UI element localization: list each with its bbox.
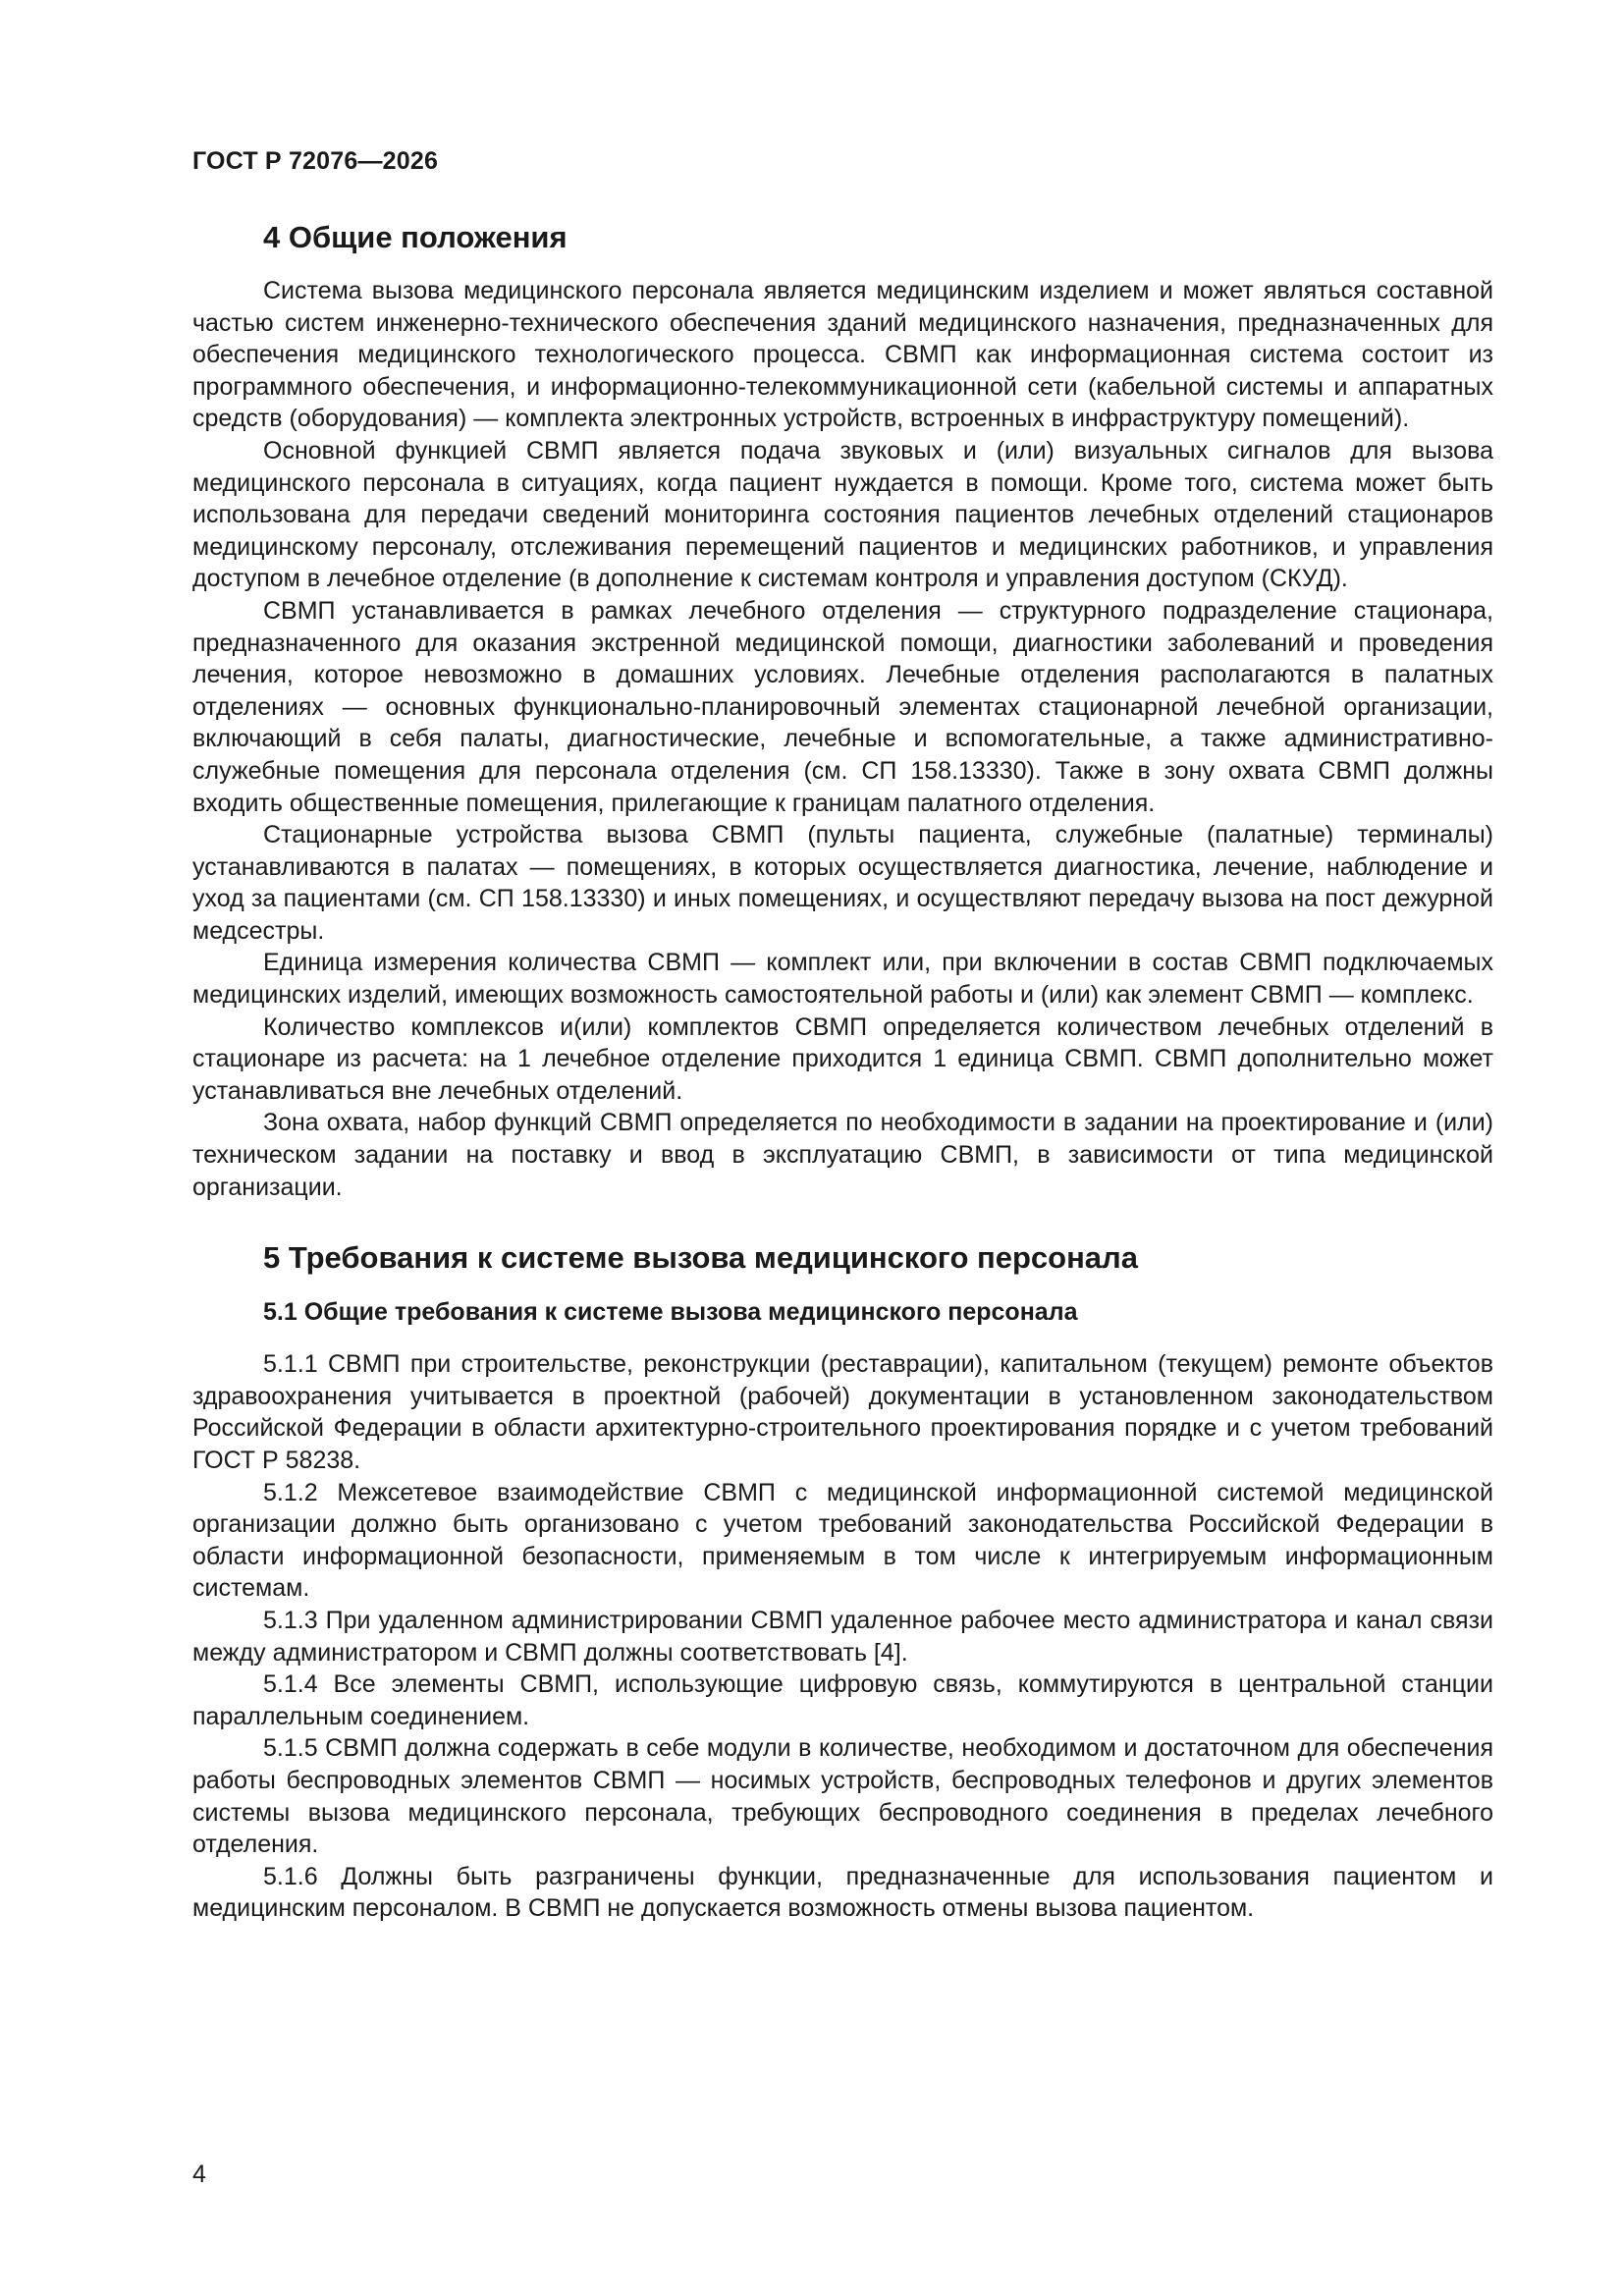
- page-number: 4: [192, 2160, 206, 2188]
- section-4-paragraph-2: Основной функцией СВМП является подача звуковых и (или) визуальных сигналов для вызова медицинского персонала в ситуациях, когда пациент нуждается в помощи. Кроме того, система может быть использована для передачи сведений мониторинга состояния пациентов лечебных отделений стационаров медицинскому персоналу, отслеживания перемещений пациентов и медицинских работников, и управления доступом в лечебное отделение (в дополнение к системам контроля и управления доступом (СКУД).: [192, 436, 1493, 593]
- section-4-paragraph-6: Количество комплексов и(или) комплектов СВМП определяется количеством лечебных отделений в стационаре из расчета: на 1 лечебное отделение приходится 1 единица СВМП. СВМП дополнительно может устанавливаться вне лечебных отделений.: [192, 1012, 1493, 1105]
- section-4-paragraph-1: Система вызова медицинского персонала является медицинским изделием и может являться составной частью систем инженерно-технического обеспечения зданий медицинского назначения, предназначенных для обеспечения медицинского технологического процесса. СВМП как информационная система состоит из программного обеспечения, и информационно-телекоммуникационной сети (кабельной системы и аппаратных средств (оборудования) — комплекта электронных устройств, встроенных в инфраструктуру помещений).: [192, 277, 1493, 433]
- clause-5-1-1: 5.1.1 СВМП при строительстве, реконструкции (реставрации), капитальном (текущем) ремонте объектов здравоохранения учитывается в проектной (рабочей) документации в установленном законодательством Российской Федерации в области архитектурно-строительного проектирования порядке и с учетом требований ГОСТ Р 58238.: [192, 1350, 1493, 1474]
- subsection-5-1-title: 5.1 Общие требования к системе вызова медицинского персонала: [263, 1298, 1078, 1327]
- section-4-paragraph-5: Единица измерения количества СВМП — комплект или, при включении в состав СВМП подключаемых медицинских изделий, имеющих возможность самостоятельной работы и (или) как элемент СВМП — комплекс.: [192, 949, 1493, 1010]
- clause-5-1-4: 5.1.4 Все элементы СВМП, использующие цифровую связь, коммутируются в центральной станции параллельным соединением.: [192, 1670, 1493, 1730]
- section-4-paragraph-3: СВМП устанавливается в рамках лечебного отделения — структурного подразделение стационара, предназначенного для оказания экстренной медицинской помощи, диагностики заболеваний и проведения лечения, которое невозможно в домашних условиях. Лечебные отделения располагаются в палатных отделениях — основных функционально-планировочный элементах стационарной лечебной организации, включающий в себя палаты, диагностические, лечебные и вспомогательные, а также административно-служебные помещения для персонала отделения (см. СП 158.13330). Также в зону охвата СВМП должны входить общественные помещения, прилегающие к границам палатного отделения.: [192, 596, 1493, 817]
- document-header: ГОСТ Р 72076—2026: [192, 147, 439, 175]
- clause-5-1-5: 5.1.5 СВМП должна содержать в себе модули в количестве, необходимом и достаточном для обеспечения работы беспроводных элементов СВМП — носимых устройств, беспроводных телефонов и других элементов системы вызова медицинского персонала, требующих беспроводного соединения в пределах лечебного отделения.: [192, 1734, 1493, 1859]
- section-4-paragraph-7: Зона охвата, набор функций СВМП определяется по необходимости в задании на проектирование и (или) техническом задании на поставку и ввод в эксплуатацию СВМП, в зависимости от типа медицинской организации.: [192, 1109, 1493, 1201]
- section-4-title: 4 Общие положения: [263, 220, 568, 254]
- page-content: [192, 218, 1493, 1925]
- clause-5-1-2: 5.1.2 Межсетевое взаимодействие СВМП с медицинской информационной системой медицинской организации должно быть организовано с учетом требований законодательства Российской Федерации в области информационной безопасности, применяемым в том числе к интегрируемым информационным системам.: [192, 1478, 1493, 1603]
- clause-5-1-3: 5.1.3 При удаленном администрировании СВМП удаленное рабочее место администратора и канал связи между администратором и СВМП должны соответствовать [4].: [192, 1606, 1493, 1667]
- section-4-paragraph-4: Стационарные устройства вызова СВМП (пульты пациента, служебные (палатные) терминалы) устанавливаются в палатах — помещениях, в которых осуществляется диагностика, лечение, наблюдение и уход за пациентами (см. СП 158.13330) и иных помещениях, и осуществляют передачу вызова на пост дежурной медсестры.: [192, 821, 1493, 945]
- clause-5-1-6: 5.1.6 Должны быть разграничены функции, предназначенные для использования пациентом и медицинским персоналом. В СВМП не допускается возможность отмены вызова пациентом.: [192, 1862, 1493, 1923]
- section-5-title: 5 Требования к системе вызова медицинского персонала: [263, 1240, 1138, 1276]
